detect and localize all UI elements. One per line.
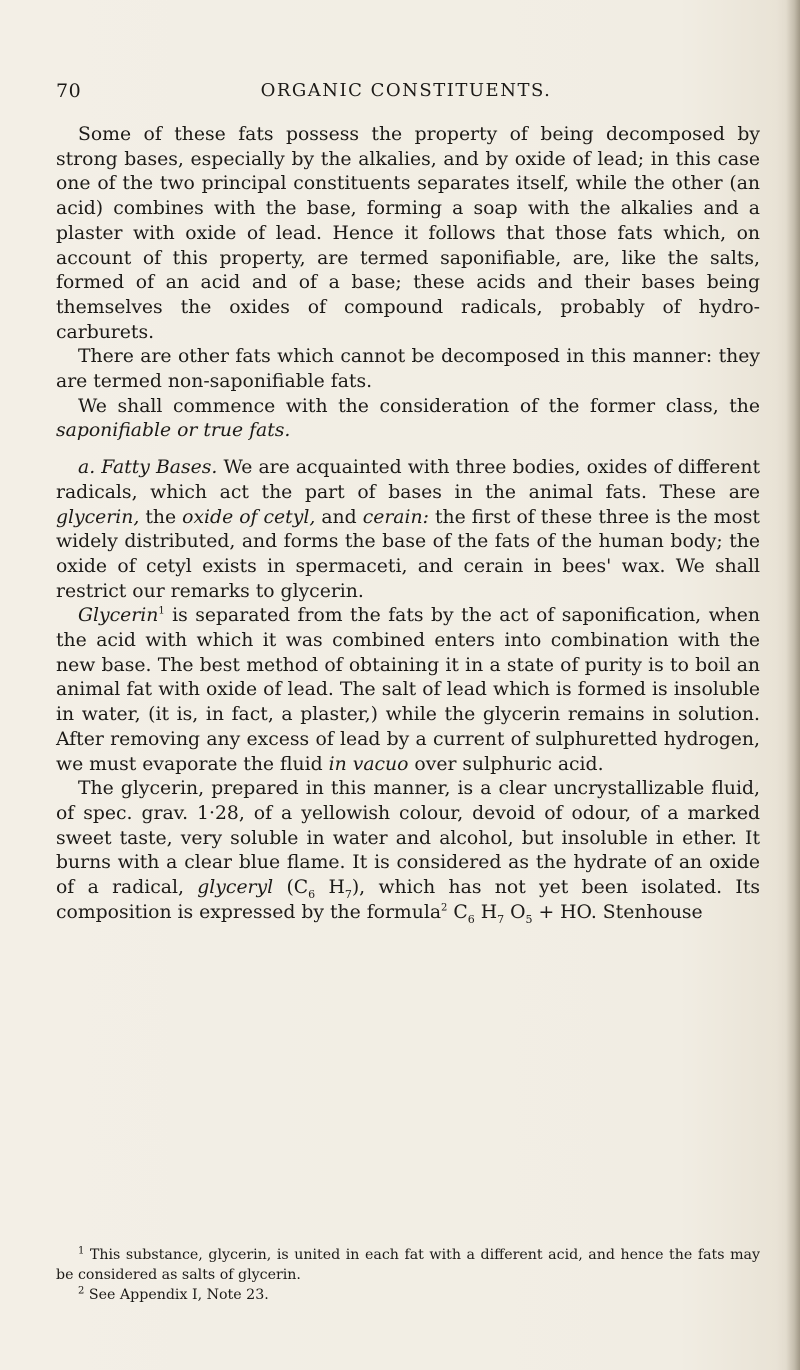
footnote-ref-1: 1 <box>158 606 165 618</box>
paragraph-fatty-bases: a. Fatty Bases. We are acquainted with three bodies, oxides of different radicals, which act the part of bases in the animal fats. These are glycerin, the oxide of cetyl, and cerain: the first of these three is the most widely distributed, and forms the base of the fats of the human body; the oxide of cetyl exists in spermaceti, and cerain in bees' wax. We shall restrict our remarks to glycerin. <box>56 457 760 602</box>
paragraph-glycerin-properties: The glycerin, prepared in this manner, is a clear uncrystallizable fluid, of spec. grav. 1·28, of a yellowish colour, devoid of odour, of a marked sweet taste, very soluble in water and alcohol, but insoluble in ether. It burns with a clear blue flame. It is considered as the hydrate of an oxide of a radical, glyceryl ($C_6$ $H_7$), which has not yet been isolated. Its composition is expressed by the formula$^2$ $C_6$ $H_7$ $O_5$ + HO. Stenhouse <box>56 778 760 926</box>
footnotes <box>56 1245 760 1305</box>
paragraph-non-saponifiable: There are other fats which cannot be decomposed in this manner: they are termed non-saponifiable fats. <box>56 346 760 393</box>
page-header <box>56 80 756 110</box>
footnote-1: $^1$ This substance, glycerin, is united in each fat with a different acid, and hence the fats may be considered as salts of glycerin. <box>56 1245 760 1283</box>
section-heading-fatty-bases: a. Fatty Bases. <box>78 457 218 479</box>
page-edge-shadow <box>786 0 800 1370</box>
running-head: ORGANIC CONSTITUENTS. <box>260 80 552 101</box>
paragraph-true-fats: We shall commence with the consideration of the former class, the saponifiable or true fats. <box>56 395 760 442</box>
body-text <box>56 123 760 926</box>
emphasis-true-fats: saponifiable or true fats. <box>56 420 291 442</box>
page-number: 70 <box>56 80 82 102</box>
footnote-ref-2: 2 <box>441 902 448 914</box>
paragraph-glycerin: Glycerin$^1$ is separated from the fats by the act of saponification, when the acid with which it was combined enters into combination with the new base. The best method of obtaining it in a state of purity is to boil an animal fat with oxide of lead. The salt of lead which is formed is insoluble in water, (it is, in fact, a plaster,) while the glycerin remains in solution. After removing any excess of lead by a current of sulphuretted hydrogen, we must evaporate the fluid in vacuo over sulphuric acid. <box>56 605 760 775</box>
paragraph-saponification: Some of these fats possess the property of being decomposed by strong bases, especially by the alkalies, and by oxide of lead; in this case one of the two principal constituents separates itself, while the other (an acid) combines with the base, forming a soap with the alkalies and a plaster with oxide of lead. Hence it follows that those fats which, on account of this property, are termed saponifiable, are, like the salts, formed of an acid and of a base; these acids and their bases being themselves the oxides of compound radicals, probably of hydro-carburets. <box>56 124 760 343</box>
footnote-2: $^2$ See Appendix I, Note 23. <box>78 1285 269 1303</box>
